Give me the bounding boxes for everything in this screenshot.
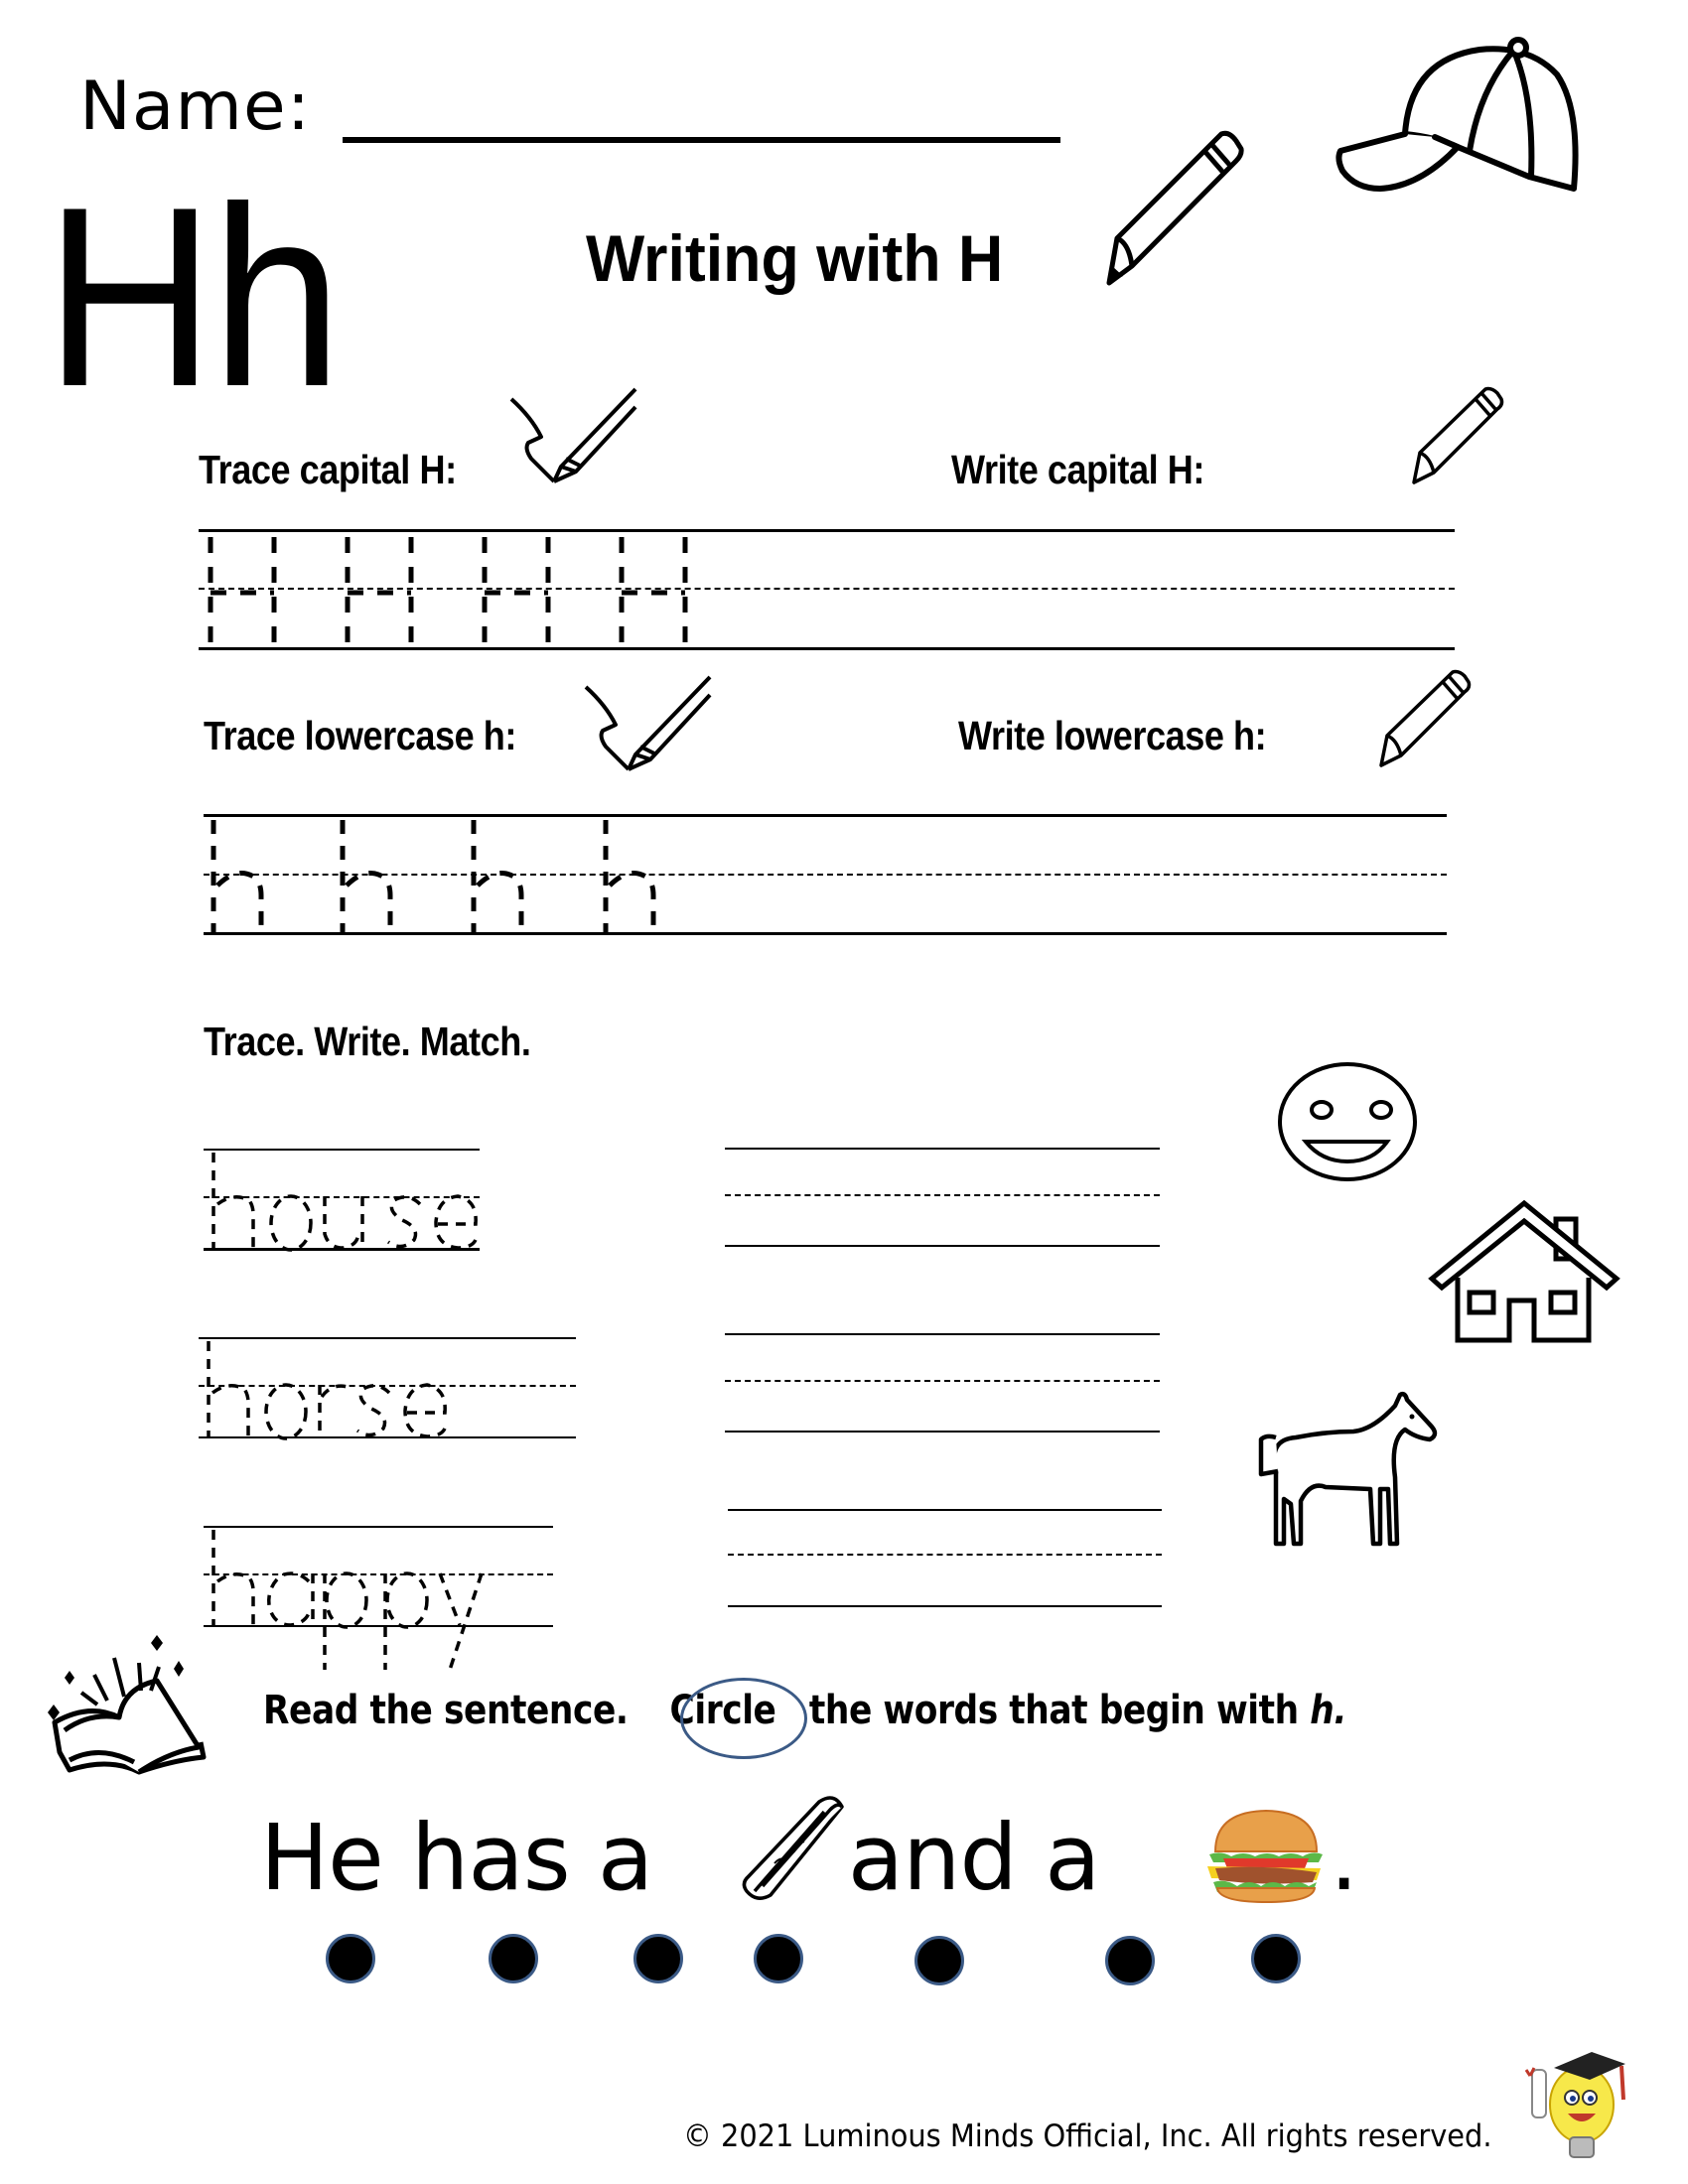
page-title: Writing with H: [586, 221, 1004, 295]
instruction-circle-word: Circle: [669, 1688, 776, 1733]
answer-dot-6[interactable]: [1105, 1936, 1155, 1985]
answer-dot-4[interactable]: [754, 1934, 803, 1983]
hamburger-icon[interactable]: [1201, 1807, 1331, 1906]
tracing-pen-icon: [581, 675, 720, 774]
answer-dot-3[interactable]: [633, 1934, 683, 1983]
copyright-footer: © 2021 Luminous Minds Official, Inc. All rights reserved.: [683, 2118, 1492, 2154]
trace-capital-label: Trace capital H:: [199, 447, 457, 492]
circle-example-ring: [680, 1678, 807, 1759]
pencil-icon: [1408, 387, 1507, 486]
big-letters-hh: Hh: [45, 153, 340, 440]
capital-h-ruled-line[interactable]: [199, 529, 1455, 653]
instruction-begin-with: the words that begin with: [808, 1688, 1299, 1733]
name-input-line[interactable]: [343, 137, 1060, 143]
traceable-word-horse: [199, 1337, 496, 1441]
sentence-and-a[interactable]: and a: [847, 1805, 1100, 1911]
horse-icon[interactable]: [1256, 1390, 1455, 1549]
sentence-he-has-a[interactable]: He has a: [260, 1805, 653, 1911]
answer-dot-7[interactable]: [1251, 1934, 1301, 1983]
instruction-letter-h: h.: [1310, 1688, 1347, 1733]
trace-lowercase-label: Trace lowercase h:: [204, 713, 516, 758]
write-word-line-2[interactable]: [725, 1333, 1160, 1437]
lightbulb-mascot-icon: [1524, 2050, 1633, 2174]
answer-dot-5[interactable]: [914, 1936, 964, 1985]
lowercase-h-ruled-line[interactable]: [204, 814, 1447, 938]
write-word-line-1[interactable]: [725, 1148, 1160, 1252]
trace-word-happy[interactable]: [204, 1526, 553, 1630]
pencil-icon: [1375, 670, 1475, 769]
house-icon[interactable]: [1430, 1201, 1628, 1345]
write-word-line-3[interactable]: [728, 1509, 1162, 1613]
trace-write-match-heading: Trace. Write. Match.: [204, 1019, 531, 1064]
hot-dog-icon[interactable]: [735, 1792, 854, 1906]
smiley-face-icon[interactable]: [1276, 1062, 1425, 1186]
trace-word-house[interactable]: [204, 1149, 480, 1253]
write-lowercase-label: Write lowercase h:: [958, 713, 1267, 758]
cap-icon: [1331, 40, 1628, 199]
answer-dot-2[interactable]: [489, 1934, 538, 1983]
instruction-read: Read the sentence.: [263, 1688, 629, 1733]
answer-dot-1[interactable]: [326, 1934, 375, 1983]
name-label: Name:: [79, 68, 312, 146]
open-book-icon: [40, 1633, 209, 1792]
pencil-icon: [1097, 139, 1256, 288]
tracing-pen-icon: [506, 387, 645, 486]
traceable-word-happy: [204, 1526, 521, 1675]
traceable-capital-h-glyphs: [199, 529, 814, 653]
sentence-period: .: [1329, 1805, 1358, 1911]
traceable-word-house: [204, 1149, 480, 1253]
write-capital-label: Write capital H:: [951, 447, 1204, 492]
traceable-lowercase-h-glyphs: [204, 814, 720, 938]
trace-word-horse[interactable]: [199, 1337, 576, 1441]
